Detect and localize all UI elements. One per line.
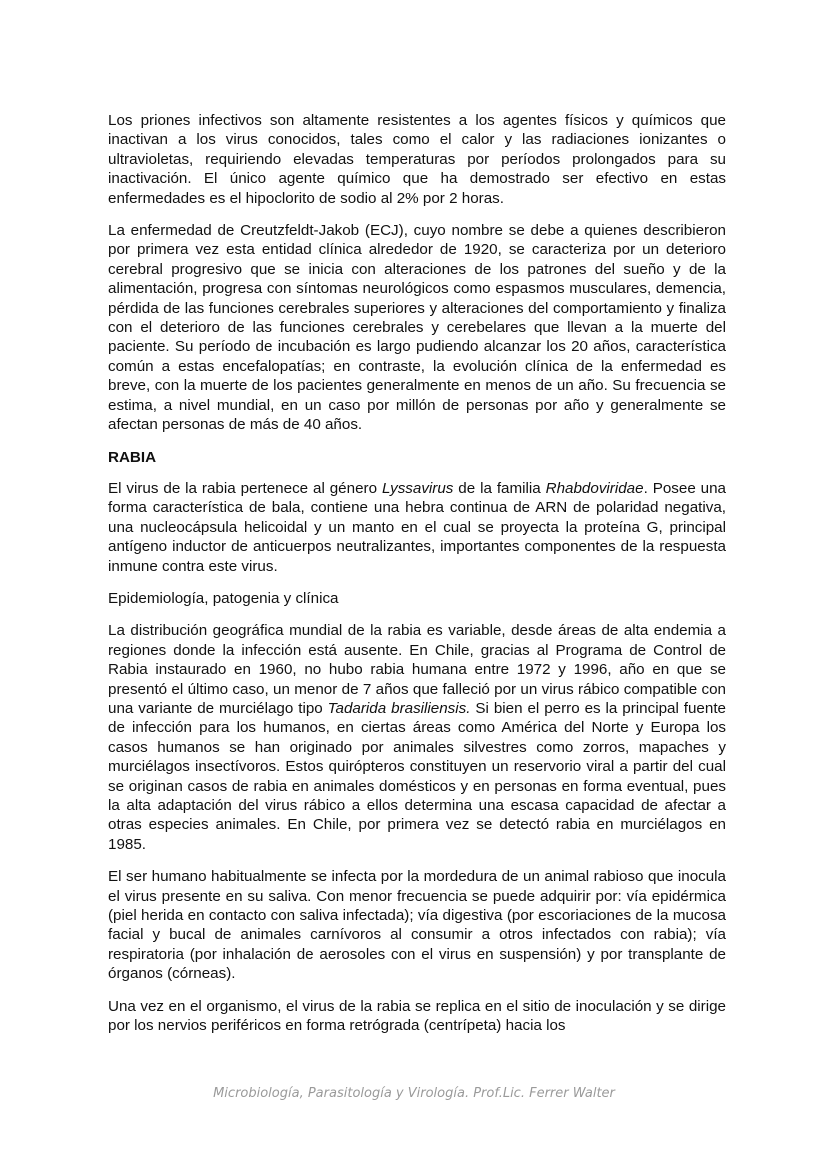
paragraph-creutzfeldt-jakob: La enfermedad de Creutzfeldt-Jakob (ECJ), cuyo nombre se debe a quienes describieron por primera vez esta entidad clínica alrededor de 1920, se caracteriza por un deterioro cerebral progresivo que se inicia con alteraciones de los patrones del sueño y de la alimentación, progresa con síntomas neurológicos como espasmos musculares, demencia, pérdida de las funciones cerebrales superiores y alteraciones del comportamiento y finaliza con el deterioro de las funciones cerebrales y cerebelares que llevan a la muerte del paciente. Su período de incubación es largo pudiendo alcanzar los 20 años, característica común a estas encefalopatías; en contraste, la evolución clínica de la enfermedad es breve, con la muerte de los pacientes generalmente en menos de un año. Su frecuencia se estima, a nivel mundial, en un caso por millón de personas por año y generalmente se afectan personas de más de 40 años.	[108, 222, 726, 434]
text-segment: El virus de la rabia pertenece al género	[108, 479, 382, 497]
page-footer: Microbiología, Parasitología y Virología. Prof.Lic. Ferrer Walter	[213, 1086, 615, 1101]
section-heading-rabia: RABIA	[108, 448, 157, 466]
family-name: Rhabdoviridae	[545, 479, 644, 497]
text-segment: de la familia	[453, 479, 546, 497]
subsection-heading: Epidemiología, patogenia y clínica	[108, 589, 339, 607]
paragraph-transmission: El ser humano habitualmente se infecta por la mordedura de un animal rabioso que inocula el virus presente en su saliva. Con menor frecuencia se puede adquirir por: vía epidérmica (piel herida en contacto con saliva infectada); vía digestiva (por escoriaciones de la mucosa facial y bucal de animales carnívoros al consumir a otros infectados con rabia); vía respiratoria (por inhalación de aerosoles con el virus en suspensión) y por transplante de órganos (córneas).	[108, 868, 726, 983]
paragraph-epidemiology	[108, 621, 726, 854]
species-name: Tadarida brasiliensis.	[327, 699, 471, 717]
paragraph-prions: Los priones infectivos son altamente resistentes a los agentes físicos y químicos que inactivan a los virus conocidos, tales como el calor y las radiaciones ionizantes o ultravioletas, requiriendo elevadas temperaturas por períodos prolongados para su inactivación. El único agente químico que ha demostrado ser efectivo en estas enfermedades es el hipoclorito de sodio al 2% por 2 horas.	[108, 112, 726, 207]
text-segment: . Posee una forma característica de bala, contiene una hebra continua de ARN de polaridad negativa, una nucleocápsula helicoidal y un manto en el cual se proyecta la proteína G, principal antígeno inductor de anticuerpos neutralizantes, importantes componentes de la respuesta inmune contra este virus.	[108, 479, 727, 575]
paragraph-pathogenesis: Una vez en el organismo, el virus de la rabia se replica en el sitio de inoculación y se dirige por los nervios periféricos en forma retrógrada (centrípeta) hacia los	[108, 997, 726, 1035]
genus-name: Lyssavirus	[381, 479, 454, 497]
paragraph-rabies-virus	[108, 479, 726, 576]
document-body	[108, 111, 726, 1048]
text-segment: La distribución geográfica mundial de la rabia es variable, desde áreas de alta endemia a regiones donde la infección está ausente. En Chile, gracias al Programa de Control de Rabia instaurado en 1960, no hubo rabia humana entre 1972 y 1996, año en que se presentó el último caso, un menor de 7 años que falleció por un virus rábico compatible con una variante de murciélago tipo	[108, 622, 726, 717]
text-segment: Si bien el perro es la principal fuente de infección para los humanos, en ciertas áreas como América del Norte y Europa los casos humanos se han originado por animales silvestres como zorros, mapaches y murciélagos insectívoros. Estos quirópteros constituyen un reservorio viral a partir del cual se originan casos de rabia en animales domésticos y en personas en forma eventual, pues la alta adaptación del virus rábico a ellos determina una escasa capacidad de afectar a otras especies animales. En Chile, por primera vez se detectó rabia en murciélagos en 1985.	[108, 699, 726, 853]
